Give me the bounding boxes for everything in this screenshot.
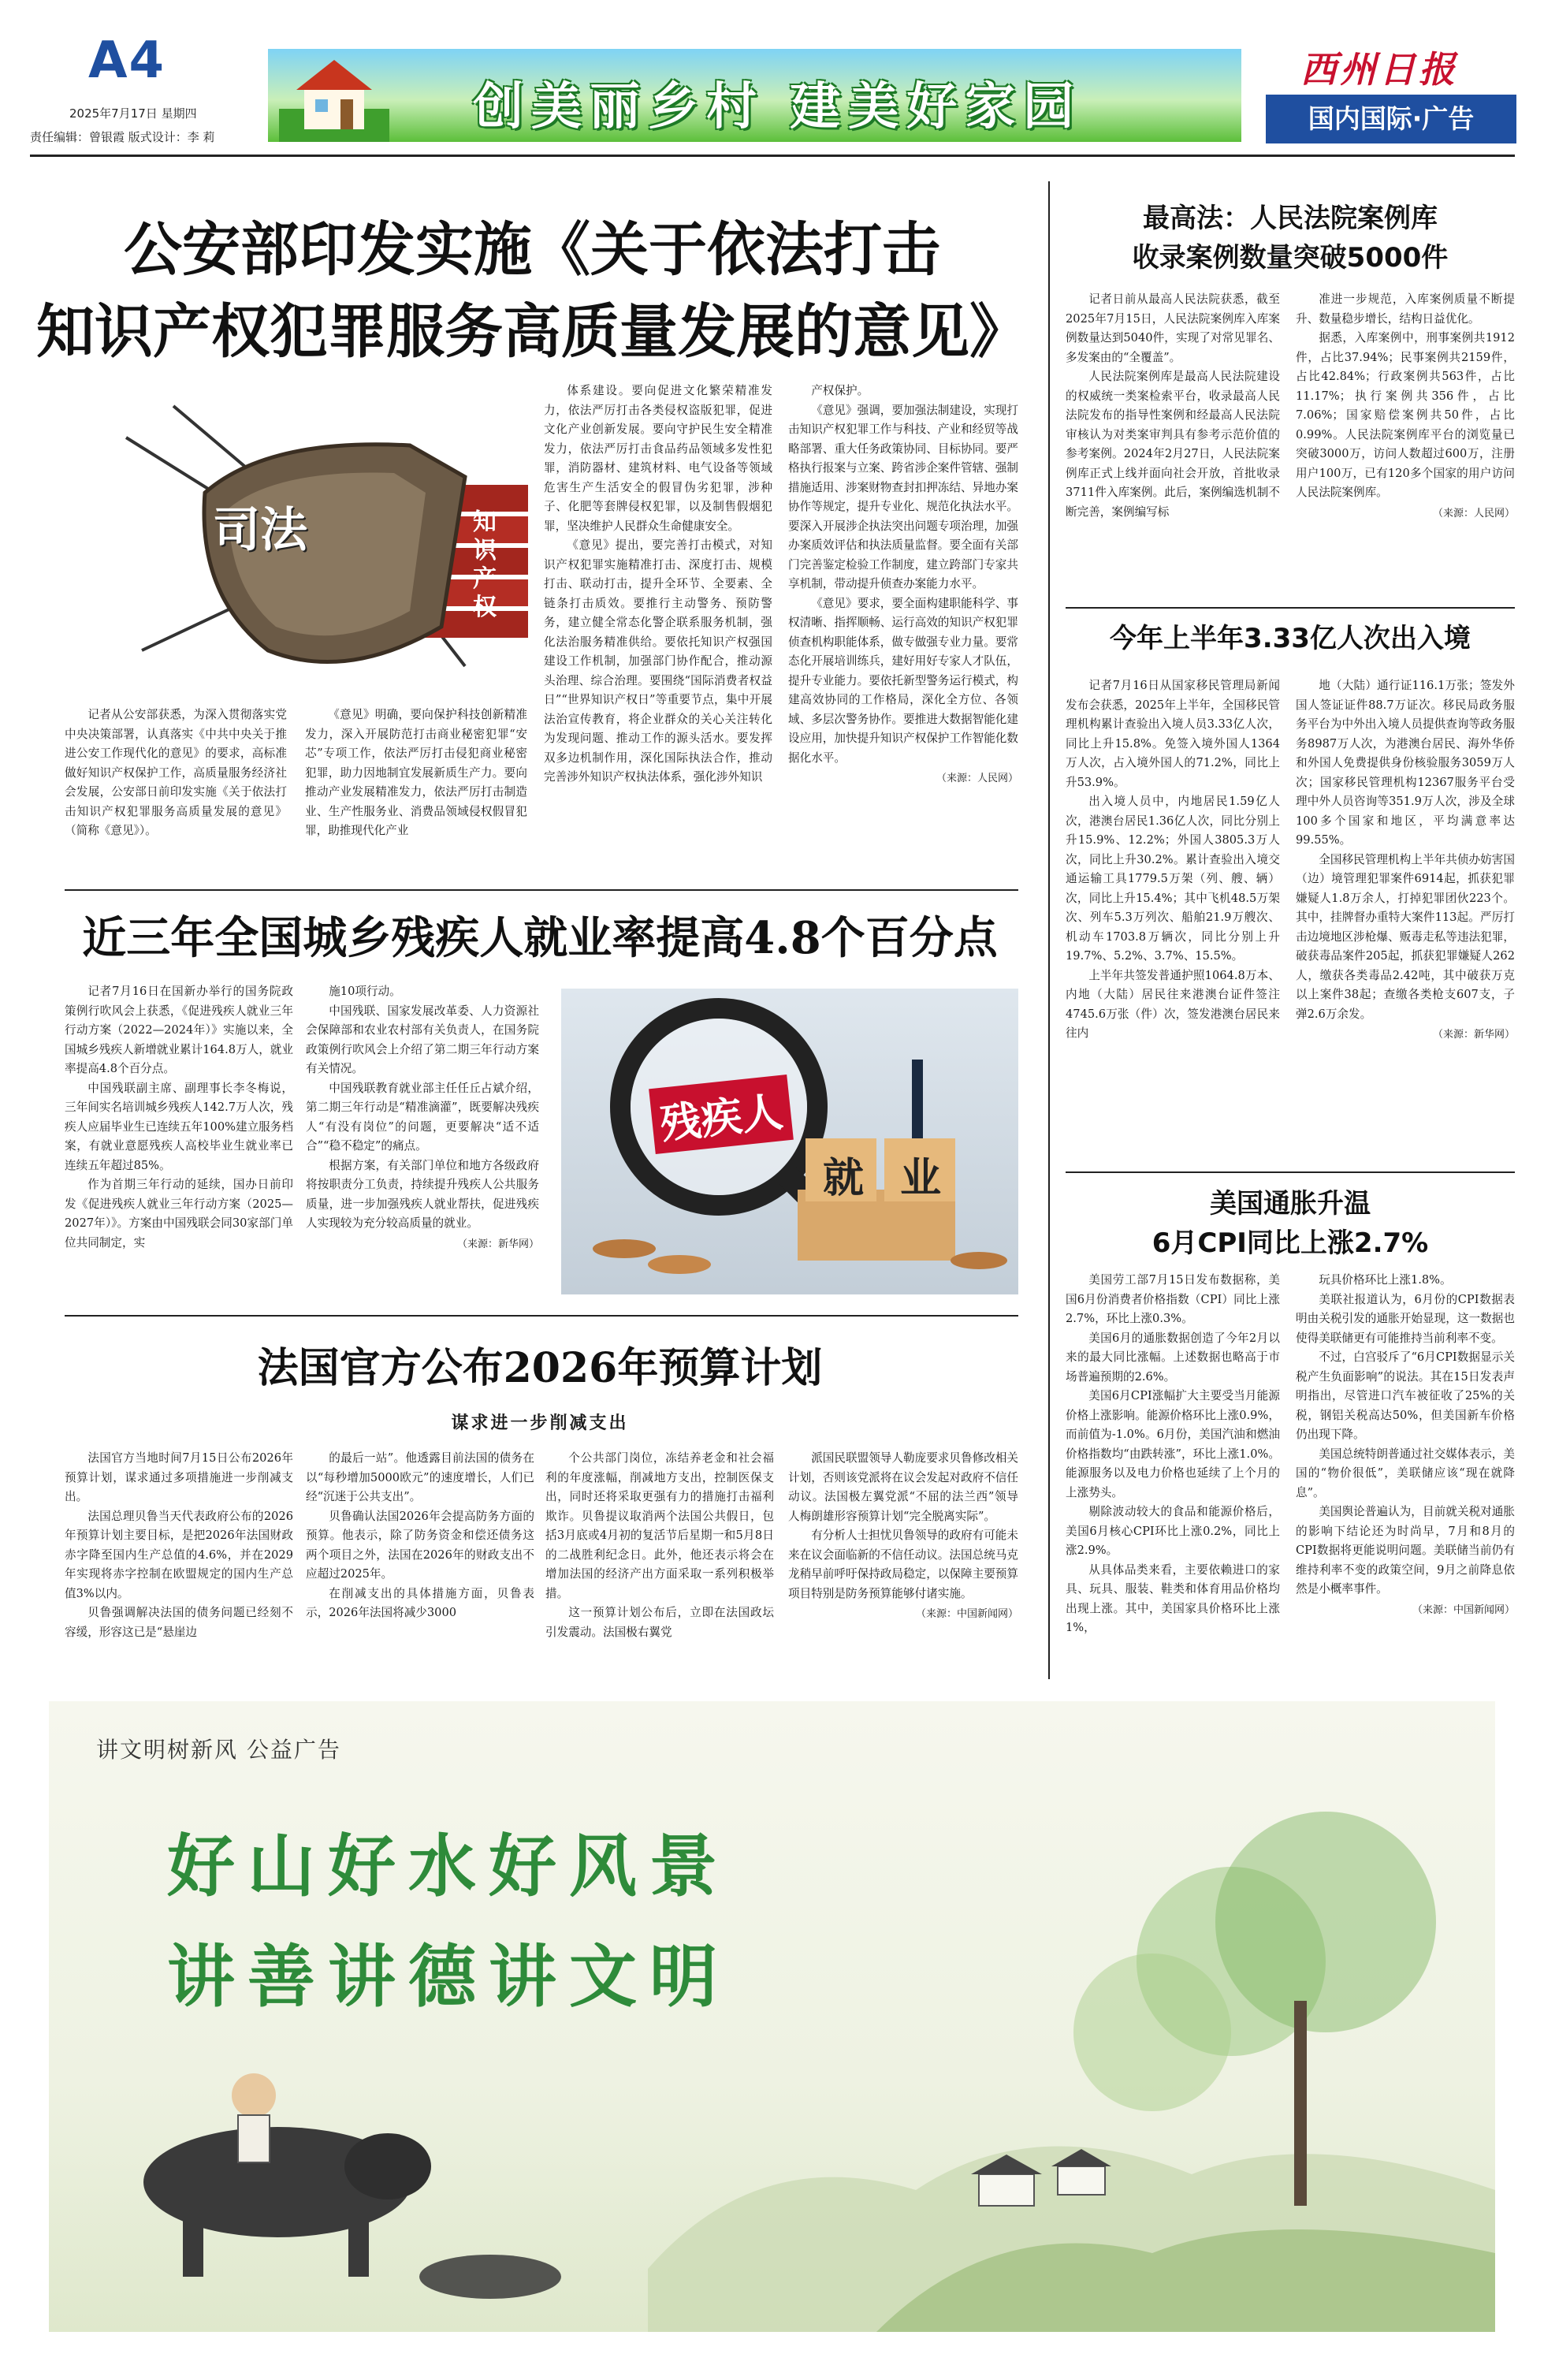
paragraph: 中国残联教育就业部主任任丘占斌介绍，第二期三年行动是“精准滴灌”，既要解决残疾人“有没有岗位”的问题，更要解决“适不适合”“稳不稳定”的痛点。 bbox=[306, 1081, 539, 1153]
article1-headline-line1: 公安部印发实施《关于依法打击 bbox=[124, 216, 940, 284]
article3-source: （来源：中国新闻网） bbox=[915, 1608, 1018, 1620]
article3-col4 bbox=[788, 1449, 1018, 1625]
paragraph: 这一预算计划公布后，立即在法国政坛引发震动。法国极右翼党 bbox=[545, 1606, 774, 1639]
paragraph: 在削减支出的具体措施方面，贝鲁表示，2026年法国将减少3000 bbox=[306, 1586, 534, 1619]
paragraph: 《意见》提出，要完善打击模式，对知识产权犯罪实施精准打击、深度打击、规模打击、联动打击，提升全环节、全要素、全链条打击质效。要推行主动警务、预防警务，建立健全常态化警企联系服务机制，强化法治服务精准供给。要依托知识产权强国建设工作机制，加强部门协作配合，推动源头治理、综合治理。要围绕“国际消费者权益日”“世界知识产权日”等重要节点，集中开展法治宣传教育，将企业群众的关心关注转化为发现问题、推动工作的源头活水。要发挥双多边机制作用，深化国际执法合作，推动完善涉外知识产权执法体系，强化涉外知识 bbox=[544, 538, 772, 784]
paragraph: 贝鲁强调解决法国的债务问题已经刻不容缓，形容这已是“悬崖边 bbox=[65, 1606, 293, 1639]
magnifier-coins-illustration bbox=[561, 989, 1018, 1294]
paragraph: 美国6月的通胀数据创造了今年2月以来的最大同比涨幅。上述数据也略高于市场普遍预期的2.6%。 bbox=[1066, 1331, 1280, 1384]
paragraph: 记者日前从最高人民法院获悉，截至2025年7月15日，人民法院案例库入库案例数量达到5040件，实现了对常见罪名、多发案由的“全覆盖”。 bbox=[1066, 292, 1280, 364]
article6-source: （来源：中国新闻网） bbox=[1412, 1603, 1515, 1616]
paragraph: 派国民联盟领导人勒庞要求贝鲁修改相关计划，否则该党派将在议会发起对政府不信任动议。法国极左翼党派“不屈的法兰西”领导人梅朗雄形容预算计划“完全脱离实际”。 bbox=[788, 1451, 1018, 1523]
article4-headline-line1: 最高法：人民法院案例库 bbox=[1143, 203, 1438, 234]
article6-headline-line2: 6月CPI同比上涨2.7% bbox=[1151, 1227, 1429, 1259]
paragraph: 美国舆论普遍认为，目前就关税对通胀的影响下结论还为时尚早，7月和8月的CPI数据将更能说明问题。美联储当前仍有维持利率不变的政策空间，9月之前降息依然是小概率事件。 bbox=[1296, 1505, 1515, 1596]
paragraph: 产权保护。 bbox=[811, 384, 869, 397]
article5-headline: 今年上半年3.33亿人次出入境 bbox=[1110, 623, 1471, 654]
article3-col2 bbox=[306, 1449, 534, 1623]
article5-col1 bbox=[1066, 676, 1280, 1044]
paragraph: 出入境人员中，内地居民1.59亿人次，港澳台居民1.36亿人次，同比分别上升15.9%、12.2%；外国人3805.3万人次，同比上升30.2%。累计查验出入境交通运输工具1779.5万架（列、艘、辆）次，同比上升15.4%；其中飞机48.5万架次、列车5.3万列次、船舶21.9万艘次、机动车1703.8万辆次，同比分别上升19.7%、5.2%、3.7%、15.5%。 bbox=[1066, 795, 1280, 963]
article2-col2 bbox=[306, 982, 539, 1254]
ad-tag: 讲文明树新风 公益广告 bbox=[96, 1737, 341, 1763]
article2-image bbox=[561, 989, 1018, 1294]
article1-image-sublabel: 知识产权 bbox=[473, 508, 497, 621]
issue-date: 2025年7月17日 星期四 bbox=[69, 106, 197, 121]
paragraph: 地（大陆）通行证116.1万张；签发外国人签证证件88.7万证次。移民局政务服务平台为中外出入境人员提供查询等政务服务8987万人次，为港澳台居民、海外华侨和外国人免费提供身份核验服务3059万人次；国家移民管理机构12367服务平台受理中外人员咨询等351.9万人次，涉及全球100多个国家和地区，平均满意率达99.55%。 bbox=[1296, 679, 1515, 847]
paragraph: 作为首期三年行动的延续，国办日前印发《促进残疾人就业三年行动方案（2025—2027年）》。方案由中国残联会同30家部门单位共同制定，实 bbox=[65, 1178, 293, 1250]
article1-headline bbox=[32, 209, 1032, 373]
article1-image bbox=[95, 390, 536, 690]
paragraph: 的最后一站”。他透露目前法国的债务在以“每秒增加5000欧元”的速度增长，人们已经“沉迷于公共支出”。 bbox=[306, 1451, 534, 1503]
article4-divider bbox=[1066, 607, 1515, 609]
article5-col2 bbox=[1296, 676, 1515, 1045]
article3-col1 bbox=[65, 1449, 293, 1642]
header-rule bbox=[30, 155, 1515, 157]
article1-source: （来源：人民网） bbox=[936, 773, 1018, 784]
column-divider bbox=[1048, 181, 1050, 1679]
article4-headline-line2: 收录案例数量突破5000件 bbox=[1132, 242, 1449, 274]
paragraph: 《意见》要求，要全面构建职能科学、事权清晰、指挥顺畅、运行高效的知识产权犯罪侦查机构职能体系，做专做强专业力量。要常态化开展培训练兵，建好用好专家人才队伍，提升专业能力。要依托新型警务运行模式，构建高效协同的工作格局，深化全方位、各领域、多层次警务协作。要推进大数据智能化建设应用，加快提升知识产权保护工作智能化数据化水平。 bbox=[788, 596, 1018, 765]
header-banner bbox=[268, 49, 1241, 142]
paragraph: 根据方案，有关部门单位和地方各级政府将按职责分工负责，持续提升残疾人公共服务质量，进一步加强残疾人就业帮扶，促进残疾人实现较为充分较高质量的就业。 bbox=[306, 1158, 539, 1230]
paragraph: 剔除波动较大的食品和能源价格后，美国6月核心CPI环比上涨0.2%，同比上涨2.9%。 bbox=[1066, 1505, 1280, 1557]
article1-image-label: 司法 bbox=[213, 503, 307, 558]
paragraph: 据悉，入库案例中，刑事案例共1912件，占比37.94%；民事案例共2159件，占比42.84%；行政案例共563件，占比11.17%；执行案例共356件，占比7.06%；国家赔偿案例共50件，占比0.99%。人民法院案例库平台的浏览量已突破3000万，访问人数超过600万，注册用户100万，已有120多个国家的用户访问人民法院案例库。 bbox=[1296, 331, 1515, 499]
article2-image-label: 残疾人 bbox=[649, 1075, 794, 1154]
paragraph: 不过，白宫驳斥了“6月CPI数据显示关税产生负面影响”的说法。其在15日发表声明指出，尽管进口汽车被征收了25%的关税，钢铝关税高达50%，但美国新车价格仍出现下降。 bbox=[1296, 1350, 1515, 1441]
article1-headline-line2: 知识产权犯罪服务高质量发展的意见》 bbox=[36, 298, 1028, 366]
paragraph: 玩具价格环比上涨1.8%。 bbox=[1319, 1273, 1452, 1287]
paragraph: 有分析人士担忧贝鲁领导的政府有可能未来在议会面临新的不信任动议。法国总统马克龙稍早前呼吁保持政局稳定，以保障主要预算项目特别是防务预算能够付诸实施。 bbox=[788, 1529, 1018, 1600]
article2-headline: 近三年全国城乡残疾人就业率提高4.8个百分点 bbox=[82, 912, 998, 964]
article3-headline: 法国官方公布2026年预算计划 bbox=[257, 1344, 823, 1392]
article5-source: （来源：新华网） bbox=[1432, 1029, 1515, 1041]
paragraph: 《意见》强调，要加强法制建设，实现打击知识产权犯罪工作与科技、产业和经贸等战略部署、重大任务政策协同、目标协同。要严格执行报案与立案、跨省涉企案件管辖、强制措施适用、涉案财物查封扣押冻结、异地办案协作等规定，提升专业化、规范化执法水平。要深入开展涉企执法突出问题专项治理，加强办案质效评估和执法质量监督。要全面有关部门完善鉴定检验工作制度，建立跨部门专家共享机制，带动提升侦查办案能力水平。 bbox=[788, 403, 1018, 590]
article1-divider bbox=[65, 889, 1018, 891]
article6-headline-line1: 美国通胀升温 bbox=[1210, 1188, 1371, 1220]
public-service-ad bbox=[49, 1701, 1495, 2332]
paragraph: 上半年共签发普通护照1064.8万本、内地（大陆）居民往来港澳台证件签注4745.6万张（件）次，签发港澳台居民来往内 bbox=[1066, 968, 1280, 1040]
paragraph: 中国残联副主席、副理事长李冬梅说，三年间实名培训城乡残疾人142.7万人次，残疾人应届毕业生已连续五年100%建立服务档案，有就业意愿残疾人高校毕业生就业率已连续五年超过85%。 bbox=[65, 1081, 293, 1172]
paragraph: 体系建设。要向促进文化繁荣精准发力，依法严厉打击各类侵权盗版犯罪，促进文化产业创新发展。要向守护民生安全精准发力，依法严厉打击食品药品领域多发性犯罪，消防器材、建筑材料、电气设备等领域危害生产生活安全的假冒伪劣犯罪，涉种子、化肥等套牌侵权犯罪，以及制售假烟犯罪，坚决维护人民群众生命健康安全。 bbox=[544, 384, 772, 533]
paragraph: 中国残联、国家发展改革委、人力资源社会保障部和农业农村部有关负责人，在国务院政策例行吹风会上介绍了第二期三年行动方案有关情况。 bbox=[306, 1004, 539, 1075]
paragraph: 记者从公安部获悉，为深入贯彻落实党中央决策部署，认真落实《中共中央关于推进公安工作现代化的意见》的要求，高标准做好知识产权保护工作，高质量服务经济社会发展，公安部日前印发实施《关于依法打击知识产权犯罪服务高质量发展的意见》（简称《意见》）。 bbox=[65, 708, 287, 837]
paragraph: 人民法院案例库是最高人民法院建设的权威统一类案检索平台，收录最高人民法院发布的指导性案例和经最高人民法院审核认为对类案审判具有参考示范价值的参考案例。2024年2月27日，人民法院案例库正式上线并面向社会开放，首批收录3711件入库案例。此后，案例编选机制不断完善，案例编写标 bbox=[1066, 370, 1280, 519]
article5-divider bbox=[1066, 1171, 1515, 1173]
article2-source: （来源：新华网） bbox=[456, 1238, 539, 1250]
paragraph: 法国官方当地时间7月15日公布2026年预算计划，谋求通过多项措施进一步削减支出。 bbox=[65, 1451, 293, 1503]
ad-slogan-line1: 好山好水好风景 bbox=[167, 1827, 730, 1906]
paragraph: 美国劳工部7月15日发布数据称，美国6月份消费者价格指数（CPI）同比上涨2.7%，环比上涨0.3%。 bbox=[1066, 1273, 1280, 1325]
article2-image-block1: 就 bbox=[822, 1155, 864, 1202]
article1-col2 bbox=[305, 706, 527, 841]
article3-col3 bbox=[545, 1449, 774, 1642]
paragraph: 美国总统特朗普通过社交媒体表示，美国的“物价很低”，美联储应该“现在就降息”。 bbox=[1296, 1447, 1515, 1499]
article2-col1 bbox=[65, 982, 293, 1253]
paragraph: 《意见》明确，要向保护科技创新精准发力，深入开展防范打击商业秘密犯罪“安芯”专项工作，依法严厉打击侵犯商业秘密犯罪，助力因地制宜发展新质生产力。要向推动产业发展精准发力，依法严厉打击制造业、生产性服务业、消费品领域侵权假冒犯罪，助推现代化产业 bbox=[305, 708, 527, 837]
paragraph: 全国移民管理机构上半年共侦办妨害国（边）境管理犯罪案件6914起，抓获犯罪嫌疑人1.8万余人，打掉犯罪团伙223个。其中，挂牌督办重特大案件113起。严厉打击边境地区涉枪爆、贩毒走私等违法犯罪，破获毒品案件205起，抓获犯罪嫌疑人262人，缴获各类毒品2.42吨，其中破获万克以上案件38起；查缴各类枪支607支，子弹2.6万余发。 bbox=[1296, 852, 1515, 1021]
paragraph: 施10项行动。 bbox=[329, 985, 401, 998]
section-label: 国内国际·广告 bbox=[1266, 95, 1516, 143]
article3-subtitle: 谋求进一步削减支出 bbox=[451, 1413, 629, 1433]
paragraph: 个公共部门岗位，冻结养老金和社会福利的年度涨幅，削减地方支出，控制医保支出，同时还将采取更强有力的措施打击福利欺诈。贝鲁提议取消两个法国公共假日，包括3月底或4月初的复活节后星期一和5月8日的二战胜利纪念日。此外，他还表示将会在增加法国的经济产出方面采取一系列积极举措。 bbox=[545, 1451, 774, 1600]
paragraph: 准进一步规范，入库案例质量不断提升、数量稳步增长，结构日益优化。 bbox=[1296, 292, 1515, 326]
article2-image-block2: 业 bbox=[899, 1155, 941, 1202]
paragraph: 从具体品类来看，主要依赖进口的家具、玩具、服装、鞋类和体育用品价格均出现上涨。其中，美国家具价格环比上涨1%， bbox=[1066, 1562, 1280, 1634]
article1-col4 bbox=[788, 382, 1018, 789]
paragraph: 记者7月16日在国新办举行的国务院政策例行吹风会上获悉，《促进残疾人就业三年行动方案（2022—2024年）》实施以来，全国城乡残疾人新增就业累计164.8万人，就业率提高4.8个百分点。 bbox=[65, 985, 293, 1075]
paragraph: 贝鲁确认法国2026年会提高防务方面的预算。他表示，除了防务资金和偿还债务这两个项目之外，法国在2026年的财政支出不应超过2025年。 bbox=[306, 1509, 534, 1581]
landscape-ink-painting bbox=[49, 1701, 1495, 2332]
article6-col2 bbox=[1296, 1271, 1515, 1620]
article4-source: （来源：人民网） bbox=[1432, 507, 1515, 520]
article6-headline bbox=[1066, 1184, 1515, 1263]
paragraph: 记者7月16日从国家移民管理局新闻发布会获悉，2025年上半年，全国移民管理机构累计查验出入境人员3.33亿人次，同比上升15.8%。免签入境外国人1364万人次，占入境外国人的71.2%，同比上升53.9%。 bbox=[1066, 679, 1280, 789]
article6-col1 bbox=[1066, 1271, 1280, 1638]
paragraph: 法国总理贝鲁当天代表政府公布的2026年预算计划主要目标，是把2026年法国财政赤字降至国内生产总值的4.6%，并在2029年实现将赤字控制在欧盟规定的国内生产总值3%以内。 bbox=[65, 1509, 293, 1600]
editors-credit: 责任编辑：曾银霞 版式设计：李 莉 bbox=[30, 130, 215, 144]
article4-col1 bbox=[1066, 290, 1280, 522]
article2-divider bbox=[65, 1315, 1018, 1317]
page-number: A4 bbox=[88, 32, 166, 90]
house-illustration bbox=[279, 54, 389, 142]
banner-slogan: 创美丽乡村 建美好家园 bbox=[473, 77, 1082, 136]
article1-col1 bbox=[65, 706, 287, 841]
newspaper-logo: 西州日报 bbox=[1300, 48, 1458, 91]
article1-col3 bbox=[544, 382, 772, 788]
justice-books-illustration bbox=[95, 390, 536, 690]
article4-col2 bbox=[1296, 290, 1515, 523]
article4-headline bbox=[1066, 199, 1515, 277]
paragraph: 美国6月CPI涨幅扩大主要受当月能源价格上涨影响。能源价格环比上涨0.9%，而前值为-1.0%。6月份，美国汽油和燃油价格指数均“由跌转涨”，环比上涨1.0%。能源服务以及电力价格也延续了上个月的上涨势头。 bbox=[1066, 1389, 1280, 1499]
ad-slogan-line2: 讲善讲德讲文明 bbox=[167, 1937, 730, 2017]
paragraph: 美联社报道认为，6月份的CPI数据表明由关税引发的通胀开始显现，这一数据也使得美联储更有可能推持当前利率不变。 bbox=[1296, 1292, 1515, 1345]
